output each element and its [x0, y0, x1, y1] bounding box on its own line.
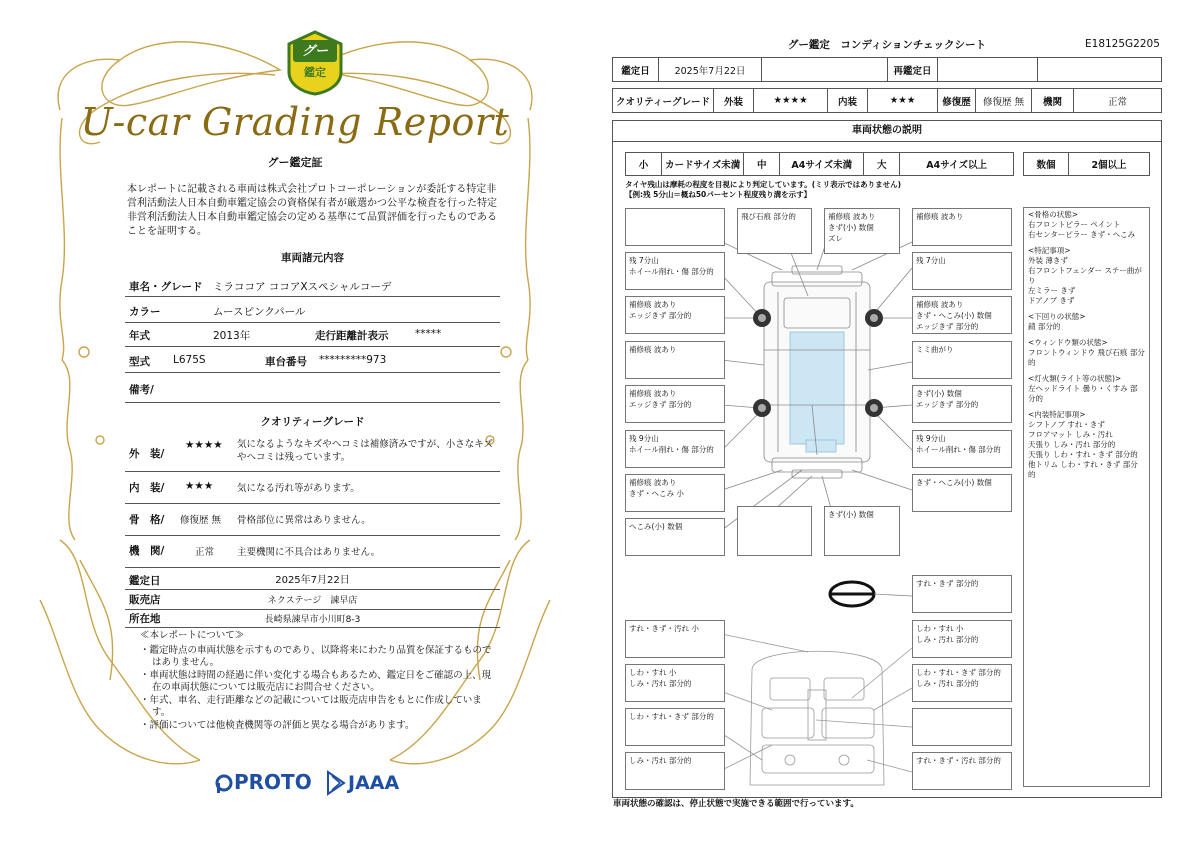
notes-line: 左ミラー きず: [1028, 286, 1076, 295]
notes-line: 右フロントピラー ペイント: [1028, 220, 1121, 229]
condition-title: 車両状態の説明: [612, 120, 1162, 142]
quality-row-engine: [125, 538, 500, 568]
grade-engine-value: 正常: [1074, 89, 1162, 113]
spec-row-year: [125, 325, 500, 347]
quality-engine-label: 機 関/: [129, 545, 165, 557]
notes-line: 他トリム しわ・すれ・きず 部分的: [1028, 460, 1138, 479]
notes-section-title: <特記事項>: [1028, 246, 1071, 255]
size-small-desc: カードサイズ未満: [662, 153, 744, 176]
notes-section-frame: [1028, 210, 1145, 240]
quality-frame-text: 骨格部位に異常はありません。: [237, 515, 371, 526]
redate-empty-cell: [1038, 58, 1162, 82]
spec-name-value: ミラココア ココアXスペシャルコーデ: [213, 281, 392, 293]
notes-line: フロントウィンドウ 飛び石痕 部分的: [1028, 348, 1145, 367]
notes-section-title: <下回りの状態>: [1028, 312, 1086, 321]
condition-box: しわ・すれ 小 しみ・汚れ 部分的: [625, 664, 725, 702]
steering-wheel-icon: [830, 582, 912, 606]
condition-box: 残 7分山 ホイール削れ・傷 部分的: [625, 252, 725, 290]
condition-box: [737, 506, 812, 556]
quality-engine-text: 主要機関に不具合はありません。: [237, 547, 381, 558]
date-label: 鑑定日: [613, 58, 659, 82]
condition-box: きず(小) 数個: [824, 506, 900, 556]
condition-box: しわ・すれ 小 しみ・汚れ 部分的: [912, 620, 1012, 658]
grade-exterior-label: 外装: [714, 89, 754, 113]
quality-row-exterior: [125, 434, 500, 472]
quality-section-title: クオリティーグレード: [260, 416, 365, 428]
spec-row-color: [125, 299, 500, 323]
condition-box: 補修痕 波あり: [912, 208, 1012, 246]
jaaa-logo: JAAA: [348, 772, 400, 794]
condition-box: 飛び石痕 部分的: [737, 208, 812, 254]
condition-box: すれ・きず・汚れ 部分的: [912, 752, 1012, 790]
spec-color-label: カラー: [129, 306, 161, 318]
condition-box: 補修痕 波あり きず・へこみ 小: [625, 474, 725, 512]
note-item: ・評価については他検査機関等の評価と異なる場合があります。: [140, 719, 415, 731]
info-dealer-label: 販売店: [129, 594, 161, 606]
proto-logo-icon: [215, 774, 233, 794]
info-address-value: 長崎県諫早市小川町8-3: [264, 615, 361, 625]
tire-note: タイヤ残山は摩耗の程度を目視により判定しています。(ミリ表示ではありません) 【例:残 5分山＝概ね50パーセント程度残り溝を示す】: [625, 180, 902, 199]
date-empty-cell: [762, 58, 888, 82]
quality-row-frame: [125, 506, 500, 536]
quality-interior-stars: ★★★: [185, 480, 214, 492]
notes-section-interior: [1028, 410, 1145, 480]
note-item: ・鑑定時点の車両状態を示すものであり、以降将来にわたり品質を保証するものではありません。: [140, 644, 492, 668]
spec-year-label: 年式: [129, 330, 150, 342]
redate-value: [938, 58, 1038, 82]
notes-section-lights: [1028, 374, 1145, 404]
condition-box: すれ・きず・汚れ 小: [625, 620, 725, 658]
report-notes: [140, 630, 500, 732]
condition-box: 残 7分山: [912, 252, 1012, 290]
grading-report-page: [0, 0, 590, 848]
spec-row-remarks: [125, 375, 500, 403]
info-dealer-value: ネクステージ 諫早店: [267, 596, 358, 606]
grade-exterior-value: ★★★★: [754, 89, 828, 113]
spec-remarks-label: 備考/: [129, 384, 154, 396]
notes-line: 外装 薄きず: [1028, 256, 1068, 265]
quality-interior-label: 内 装/: [129, 482, 165, 494]
notes-section-underbody: [1028, 312, 1145, 332]
condition-box: 補修痕 波あり エッジきず 部分的: [625, 296, 725, 334]
notes-title: ≪本レポートについて≫: [140, 630, 245, 641]
check-sheet-title: グー鑑定 コンディションチェックシート: [787, 39, 987, 51]
notes-line: 錆 部分的: [1028, 322, 1061, 331]
grade-table: [612, 88, 1162, 113]
condition-box: 残 9分山 ホイール削れ・傷 部分的: [625, 430, 725, 468]
notes-section-special: [1028, 246, 1145, 306]
notes-line: 右フロントフェンダー ステー曲がり: [1028, 266, 1142, 285]
notes-section-title: <ウィンドウ類の状態>: [1028, 338, 1108, 347]
condition-box: へこみ(小) 数個: [625, 518, 725, 556]
spec-section-title: 車両諸元内容: [281, 252, 344, 264]
condition-box: 残 9分山 ホイール削れ・傷 部分的: [912, 430, 1012, 468]
notes-line: 左ヘッドライト 曇り・くすみ 部分的: [1028, 384, 1138, 403]
condition-box: きず(小) 数個 エッジきず 部分的: [912, 385, 1012, 423]
condition-box: しわ・すれ・きず 部分的: [625, 708, 725, 746]
notes-line: 天張り しみ・汚れ 部分的: [1028, 440, 1116, 449]
quality-engine-value: 正常: [195, 547, 215, 558]
notes-line: 右センターピラー きず・へこみ: [1028, 230, 1136, 239]
grade-engine-label: 機関: [1032, 89, 1074, 113]
spec-chassis-label: 車台番号: [265, 356, 307, 368]
condition-box: ミミ曲がり: [912, 341, 1012, 379]
quality-interior-text: 気になる汚れ等があります。: [237, 483, 360, 494]
proto-logo: PROTO: [234, 770, 312, 794]
spec-name-label: 車名・グレード: [129, 281, 203, 293]
size-medium-label: 中: [744, 153, 780, 176]
note-item: ・年式、車名、走行距離などの記載については販売店申告をもとに作成しています。: [140, 694, 482, 718]
certificate-text: 本レポートに記載される車両は株式会社プロトコーポレーションが委託する特定非営利活動法人日本自動車鑑定協会の資格保有者が厳選かつ公平な検査を行った特定非営利活動法人日本自動車鑑定協会の定める基準にて品質評価を行ったものであることを証明する。: [127, 184, 497, 237]
redate-label: 再鑑定日: [888, 58, 938, 82]
info-row-address: [125, 610, 500, 628]
quality-frame-label: 骨 格/: [129, 514, 165, 526]
size-small-label: 小: [626, 153, 662, 176]
notes-line: シフトノブ すれ・きず: [1028, 420, 1105, 429]
grade-interior-label: 内装: [828, 89, 868, 113]
badge-text-goo: グー: [301, 44, 328, 59]
info-row-dealer: [125, 590, 500, 610]
condition-box: [912, 708, 1012, 746]
quality-row-interior: [125, 474, 500, 504]
sheet-id: E18125G2205: [1085, 38, 1160, 50]
note-item: ・車両状態は時間の経過に伴い変化する場合もあるため、鑑定日をご確認の上、現在の車両状態については販売店にお問合せください。: [140, 669, 492, 693]
notes-section-title: <灯火類(ライト等の状態)>: [1028, 374, 1122, 383]
condition-box: [625, 208, 725, 246]
spec-model-value: L675S: [173, 354, 206, 366]
notes-section-title: <骨格の状態>: [1028, 210, 1079, 219]
condition-box: 補修痕 波あり エッジきず 部分的: [625, 385, 725, 423]
date-table: [612, 57, 1162, 82]
size-legend-table: [625, 152, 1014, 176]
notes-line: フロアマット しみ・汚れ: [1028, 430, 1113, 439]
report-title: U-car Grading Report: [80, 100, 510, 144]
grade-interior-value: ★★★: [868, 89, 938, 113]
spec-model-label: 型式: [129, 356, 150, 368]
spec-mileage-label: 走行距離計表示: [315, 330, 389, 342]
size-large-desc: A4サイズ以上: [900, 153, 1014, 176]
count-label: 数個: [1024, 153, 1069, 176]
info-date-label: 鑑定日: [129, 575, 161, 587]
count-legend-table: [1023, 152, 1150, 176]
quality-frame-value: 修復歴 無: [180, 515, 222, 526]
info-date-value: 2025年7月22日: [275, 575, 350, 586]
grade-quality-label: クオリティーグレード: [613, 89, 714, 113]
quality-exterior-label: 外 装/: [129, 448, 165, 460]
footnote: 車両状態の確認は、停止状態で実施できる範囲で行っています。: [613, 799, 859, 809]
spec-year-value: 2013年: [213, 330, 251, 342]
jaaa-logo-icon: [326, 770, 346, 796]
badge-text-kantei: 鑑定: [304, 66, 326, 79]
spec-row-model: [125, 349, 500, 373]
size-medium-desc: A4サイズ未満: [780, 153, 864, 176]
condition-box: 補修痕 波あり きず(小) 数個 ズレ: [824, 208, 900, 254]
info-row-date: [125, 570, 500, 590]
spec-chassis-value: *********973: [319, 354, 387, 366]
condition-box: すれ・きず 部分的: [912, 575, 1012, 613]
condition-box: 補修痕 波あり きず・へこみ(小) 数個 エッジきず 部分的: [912, 296, 1012, 334]
notes-section-windows: [1028, 338, 1145, 368]
date-value: 2025年7月22日: [659, 58, 762, 82]
spec-mileage-value: *****: [415, 328, 442, 340]
grade-repair-label: 修復歴: [938, 89, 976, 113]
grade-repair-value: 修復歴 無: [976, 89, 1032, 113]
condition-box: 補修痕 波あり: [625, 341, 725, 379]
quality-exterior-text: 気になるようなキズやヘコミは補修済みですが、小さなキズやヘコミは残っています。: [237, 439, 494, 463]
condition-box: しわ・すれ・きず 部分的 しみ・汚れ 部分的: [912, 664, 1012, 702]
notes-line: 天張り しわ・すれ・きず 部分的: [1028, 450, 1138, 459]
condition-box: きず・へこみ(小) 数個: [912, 474, 1012, 512]
quality-exterior-stars: ★★★★: [185, 439, 223, 451]
info-address-label: 所在地: [129, 613, 161, 625]
notes-section-title: <内装特記事項>: [1028, 410, 1086, 419]
certificate-title: グー鑑定証: [267, 156, 323, 169]
notes-line: ドアノブ きず: [1028, 296, 1075, 305]
count-desc: 2個以上: [1069, 153, 1150, 176]
spec-row-name: [125, 275, 500, 297]
condition-box: しみ・汚れ 部分的: [625, 752, 725, 790]
special-notes-column: [1023, 207, 1150, 787]
size-large-label: 大: [864, 153, 900, 176]
spec-color-value: ムースピンクパール: [213, 306, 306, 318]
